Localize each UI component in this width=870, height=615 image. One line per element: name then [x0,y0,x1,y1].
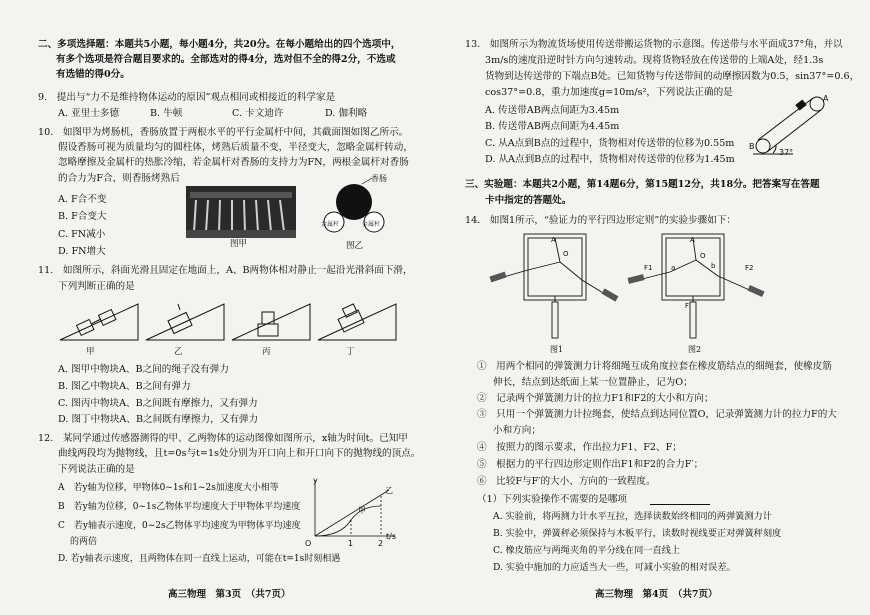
q14-sub1-stem: （1）下列实验操作不需要的是哪项 [477,494,628,505]
q9-option-c: C. 卡文迪许 [232,108,284,119]
q14-stem: 14. 如图1所示，“验证力的平行四边形定则”的实验步骤如下： [465,215,737,226]
q9-option-d: D. 伽利略 [325,108,368,119]
q13-line1: 13. 如图所示为物流货场使用传送带搬运货物的示意图。传送带与水平面成37°角，并以 [465,39,843,50]
section2-header-line2: 有多个选项是符合题目要求的。全部选对的得4分，选对但不全的得2分，不选或 [56,54,396,65]
q14-step-3-cont: 小和方向； [493,425,541,436]
q12-option-d: D. 若y轴表示速度，且两物体在同一直线上运动，可能在t=1s时刻相遇 [58,554,341,564]
q13-label-a: A [823,94,829,103]
q11-option-c: C. 图丙中物块A、B之间既有摩擦力，又有弹力 [58,398,258,409]
q14-step-1: ① 用两个相同的弹簧测力计将细绳互成角度拉套在橡皮筋结点的细绳套，使橡皮筋 [477,361,832,372]
q14-step-3: ③ 只用一个弹簧测力计拉绳套，使结点到达同位置O，记录弹簧测力计的拉力F的大 [477,409,837,420]
q14-sub1-answer-blank[interactable] [650,504,710,505]
q12-graph-label-ts: t/s [386,532,396,541]
q12-graph-label-t2: 2 [378,539,384,548]
q12-graph-label-yi: 乙 [385,486,393,495]
section3-header-line2: 卡中指定的答题处。 [485,195,572,206]
q11-line1: 11. 如图所示，斜面光滑且固定在地面上，A、B两物体相对静止一起沿光滑斜面下滑， [38,265,413,276]
section3-header-line1: 三、实验题：本题共2小题，第14题6分，第15题12分，共18分。把答案写在答题 [465,179,820,190]
q12-line1: 12. 某同学通过传感器测得的甲、乙两物体的运动图像如图所示，x轴为时间t。已知甲 [38,433,408,444]
q14-step-4: ④ 按照力的图示要求，作出拉力F1、F2、F； [477,442,682,453]
q12-graph-label-y: y [313,476,318,485]
q10-label-rod-right: 金属杆 [362,221,381,228]
q10-option-c: C. FN减小 [58,229,106,240]
q12-graph-label-t1: 1 [348,539,354,548]
q10-line1: 10. 如图甲为烤肠机，香肠放置于两根水平的平行金属杆中间，其截面图如图乙所示。 [38,127,409,138]
q10-line2: 假设香肠可视为质量均匀的圆柱体，烤熟后质量不变，半径变大，忽略金属杆转动， [58,142,413,153]
q14-sub1-option-a: A. 实验前，将两测力计水平互拉，选择读数始终相同的两弹簧测力计 [493,511,772,522]
q14-fig1-label-a: A [551,236,556,244]
q10-option-d: D. FN增大 [58,246,106,257]
left-footer: 高三物理 第3页 （共7页） [168,589,291,600]
q14-step-1-cont: 伸长，结点到达纸面上某一位置静止，记为O； [493,377,693,388]
q14-step-6: ⑥ 比较F与F′的大小、方向的一致程度。 [477,476,656,487]
q14-fig2-label-o: O [700,252,706,260]
q13-line2: 3m/s的速度沿逆时针方向匀速转动。现将货物轻放在传送带的上端A处，经1.3s [485,55,824,66]
q13-option-c: C. 从A点到B点的过程中，货物相对传送带的位移为0.55m [485,138,735,149]
q14-fig2-caption: 图2 [688,345,702,354]
q11-caption-ding: 丁 [346,347,355,357]
right-page [435,0,870,615]
q11-figures [58,296,398,344]
q10-option-b: B. F合变大 [58,211,107,222]
q10-label-rod-left: 金属杆 [321,221,340,228]
q9-stem: 9. 提出与“力不是维持物体运动的原因”观点相同或相接近的科学家是 [38,92,336,103]
q13-line3: 货物到达传送带的下端点B处。已知货物与传送带间的动摩擦因数为0.5，sin37°=0.6， [485,71,860,82]
q9-option-b: B. 牛顿 [150,108,183,119]
q11-option-b: B. 图乙中物块A、B之间有弹力 [58,381,191,392]
q10-line3: 忽略摩擦及金属杆的热胀冷缩，若金属杆对香肠的支持力为FN，两根金属杆对香肠 [58,157,409,168]
q13-line4: cos37°=0.8，重力加速度g=10m/s²，下列说法正确的是 [485,87,733,98]
q10-figure-b-caption: 图乙 [346,241,364,251]
q12-option-c-cont: 的两倍 [70,537,98,547]
q11-option-d: D. 图丁中物块A、B之间既有摩擦力，又有弹力 [58,414,259,425]
q14-sub1-option-d: D. 实验中施加的力应适当大一些，可减小实验的相对误差。 [493,562,736,573]
q14-fig2-label-a: A [690,236,695,244]
q12-option-a: A 若y轴为位移，甲物体0~1s和1~2s加速度大小相等 [58,483,279,493]
q14-fig2-label-f: F [685,302,690,310]
q14-figure-2 [628,232,768,344]
q12-option-b: B 若y轴为位移，0~1s乙物体平均速度大于甲物体平均速度 [58,502,301,512]
q14-fig1-label-o: O [563,250,569,258]
q13-label-b: B [749,142,755,151]
q14-step-2: ② 记录两个弹簧测力计的拉力F1和F2的大小和方向； [477,393,714,404]
q13-option-d: D. 从A点到B点的过程中，货物相对传送带的位移为1.45m [485,154,735,165]
q10-label-sausage: 香肠 [371,174,387,183]
section2-header-line3: 有选错的得0分。 [56,69,130,80]
q11-caption-bing: 丙 [262,347,271,357]
q11-caption-jia: 甲 [86,347,95,357]
q11-caption-yi: 乙 [174,347,183,357]
q12-graph-label-o: O [305,539,312,548]
q9-option-a: A. 亚里士多德 [58,108,119,119]
q10-figure-a-caption: 图甲 [230,239,248,249]
q13-label-angle: 37° [779,148,794,157]
q10-option-a: A. F合不变 [58,194,107,205]
q14-step-5: ⑤ 根据力的平行四边形定则作出F1和F2的合力F′； [477,459,704,470]
q14-fig2-label-f2: F2 [745,264,754,272]
q14-sub1-option-b: B. 实验中，弹簧秤必须保持与木板平行，读数时视线要正对弹簧秤刻度 [493,528,782,539]
q14-fig2-label-f1: F1 [644,264,653,272]
section2-header-line1: 二、多项选择题：本题共5小题，每小题4分，共20分。在每小题给出的四个选项中， [38,39,401,50]
q14-figure-1 [490,232,620,344]
q12-line3: 下列说法正确的是 [58,464,135,475]
q13-option-a: A. 传送带AB两点间距为3.45m [485,105,620,116]
q13-option-b: B. 传送带AB两点间距为4.45m [485,121,620,132]
q14-sub1-option-c: C. 橡皮筋应与两绳夹角的平分线在同一直线上 [493,545,681,556]
right-footer: 高三物理 第4页 （共7页） [595,589,718,600]
q12-graph-label-jia: 甲 [358,506,366,515]
q14-fig1-caption: 图1 [550,345,564,354]
q12-option-c: C 若y轴表示速度，0~2s乙物体平均速度为甲物体平均速度 [58,521,301,531]
q14-fig2-label-b-lower: b [711,262,716,270]
q12-line2: 曲线两段均为抛物线，且t=0s与t=1s处分别为开口向上和开口向下的抛物线的顶点。 [58,448,421,459]
q11-option-a: A. 图甲中物块A、B之间的绳子没有弹力 [58,364,229,375]
q10-line4: 的合力为F合，则香肠烤熟后 [58,173,180,184]
q14-fig2-label-a-lower: a [671,264,676,272]
q10-figure-grill [186,186,296,238]
q11-line2: 下列判断正确的是 [58,281,135,292]
